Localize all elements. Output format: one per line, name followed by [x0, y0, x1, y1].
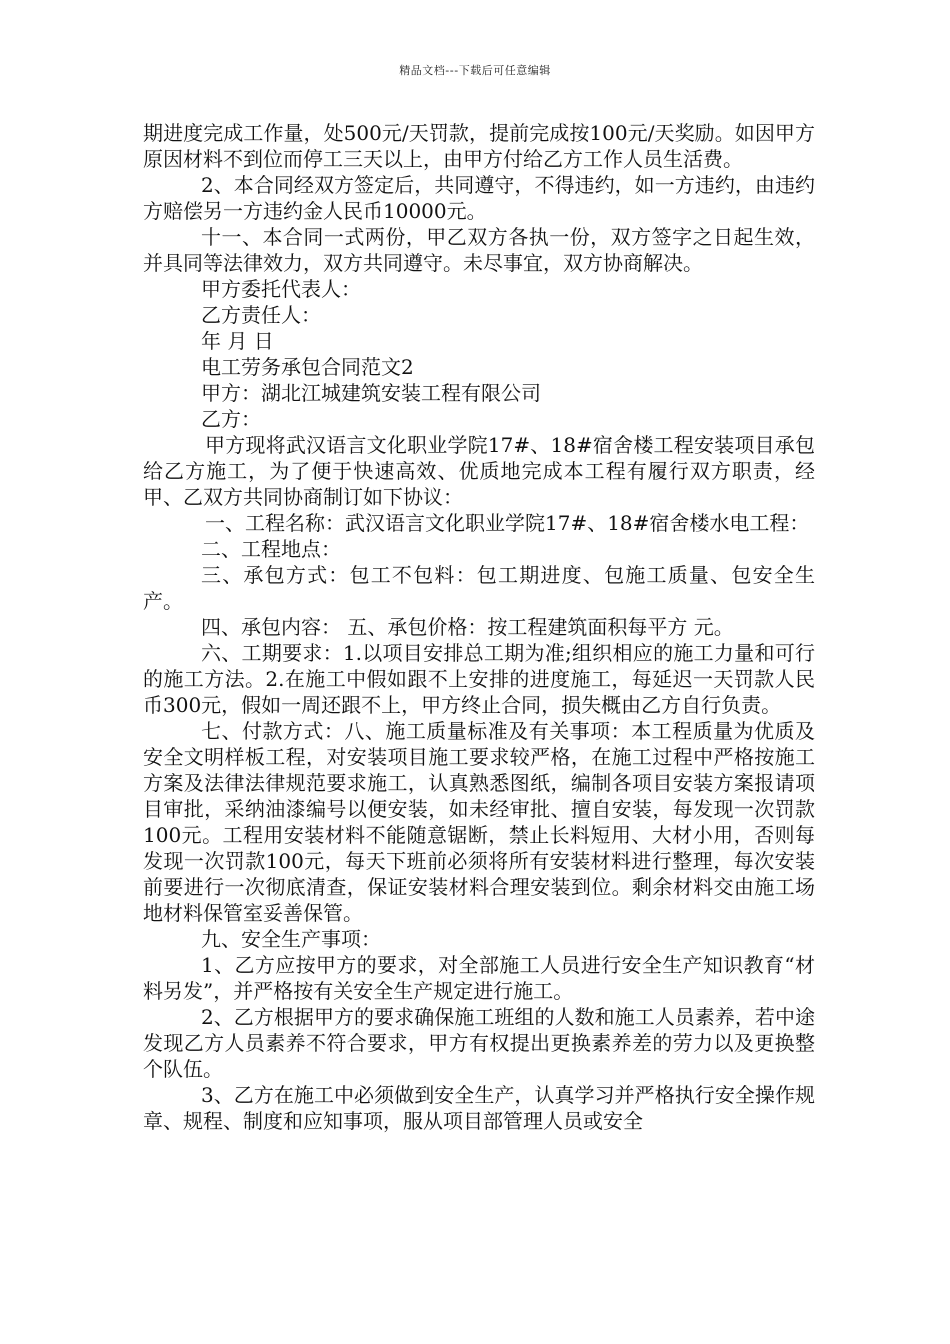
paragraph: 乙方：	[201, 407, 261, 431]
paragraph: 甲方现将武汉语言文化职业学院17#、18#宿舍楼工程安装项目承包给乙方施工，为了便于快速高效、优质地完成本工程有履行双方职责，经甲、乙双方共同协商制订如下协议：	[143, 433, 815, 509]
paragraph: 三、承包方式：包工不包料：包工期进度、包施工质量、包安全生产。	[143, 563, 815, 613]
paragraph: 年 月 日	[201, 329, 274, 353]
paragraph: 九、安全生产事项：	[201, 927, 381, 951]
paragraph: 期进度完成工作量，处500元/天罚款，提前完成按100元/天奖励。如因甲方原因材料不到位而停工三天以上，由甲方付给乙方工作人员生活费。	[143, 121, 815, 171]
paragraph: 2、本合同经双方签定后，共同遵守，不得违约，如一方违约，由违约方赔偿另一方违约金人民币10000元。	[143, 173, 815, 223]
paragraph: 四、承包内容： 五、承包价格：按工程建筑面积每平方 元。	[201, 615, 734, 639]
paragraph: 二、工程地点：	[201, 537, 341, 561]
paragraph: 一、工程名称：武汉语言文化职业学院17#、18#宿舍楼水电工程：	[205, 511, 810, 535]
paragraph: 3、乙方在施工中必须做到安全生产，认真学习并严格执行安全操作规章、规程、制度和应知事项，服从项目部管理人员或安全	[143, 1083, 815, 1133]
document-body	[143, 120, 815, 1134]
paragraph: 十一、本合同一式两份，甲乙双方各执一份，双方签字之日起生效，并具同等法律效力，双方共同遵守。未尽事宜，双方协商解决。	[143, 225, 815, 275]
paragraph: 六、工期要求：1.以项目安排总工期为准;组织相应的施工力量和可行的施工方法。2.在施工中假如跟不上安排的进度施工，每延迟一天罚款人民币300元，假如一周还跟不上，甲方终止合同，损失概由乙方自行负责。	[143, 641, 815, 717]
paragraph: 七、付款方式：八、施工质量标准及有关事项：本工程质量为优质及安全文明样板工程，对安装项目施工要求较严格，在施工过程中严格按施工方案及法律法律规范要求施工，认真熟悉图纸，编制各项目安装方案报请项目审批，采纳油漆编号以便安装，如未经审批、擅自安装，每发现一次罚款100元。工程用安装材料不能随意锯断，禁止长料短用、大材小用，否则每发现一次罚款100元，每天下班前必须将所有安装材料进行整理，每次安装前要进行一次彻底清查，保证安装材料合理安装到位。剩余材料交由施工场地材料保管室妥善保管。	[143, 719, 815, 925]
paragraph: 电工劳务承包合同范文2	[201, 355, 414, 379]
paragraph: 乙方责任人：	[201, 303, 321, 327]
page-header: 精品文档---下载后可任意编辑	[399, 64, 551, 77]
paragraph: 2、乙方根据甲方的要求确保施工班组的人数和施工人员素养，若中途发现乙方人员素养不符合要求，甲方有权提出更换素养差的劳力以及更换整个队伍。	[143, 1005, 815, 1081]
paragraph: 甲方：湖北江城建筑安装工程有限公司	[201, 381, 541, 405]
paragraph: 甲方委托代表人：	[201, 277, 361, 301]
paragraph: 1、乙方应按甲方的要求，对全部施工人员进行安全生产知识教育“材料另发”，并严格按有关安全生产规定进行施工。	[143, 953, 815, 1003]
